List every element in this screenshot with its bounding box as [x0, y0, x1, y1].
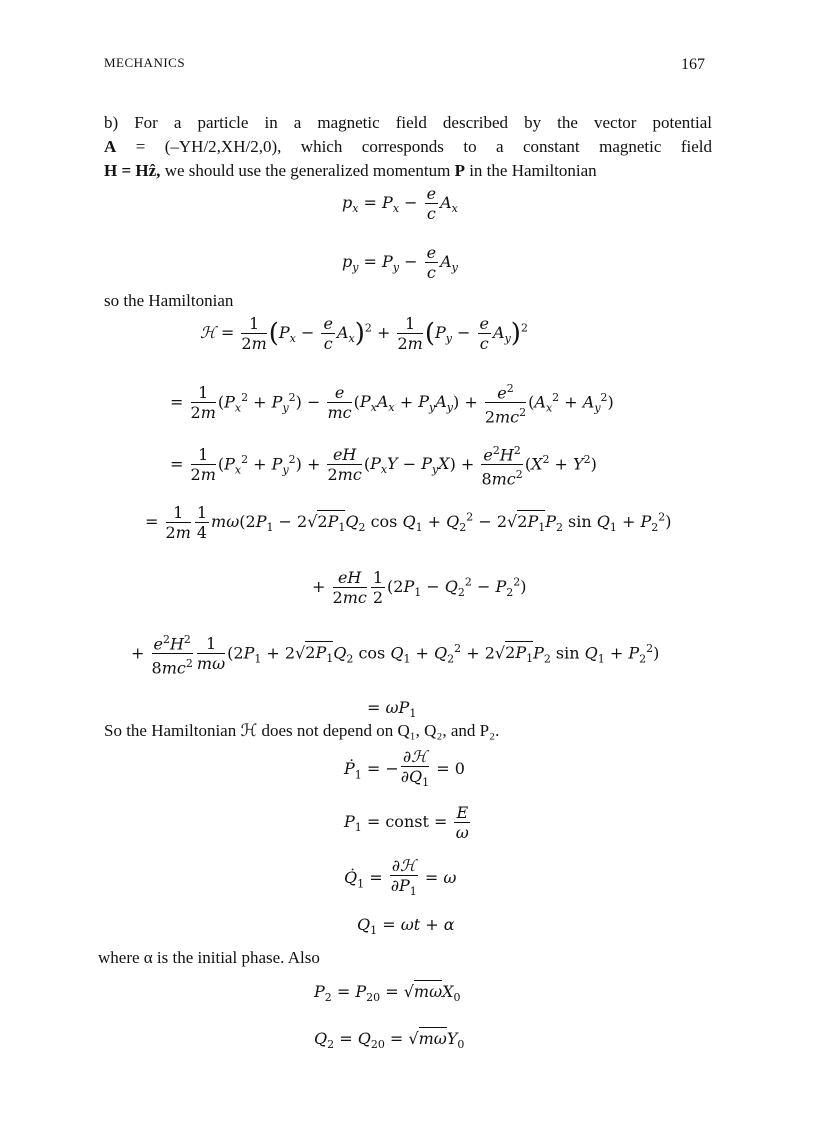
paragraph-text: = (–YH/2,XH/2,0), which corresponds to a constant magnetic field: [116, 137, 712, 156]
paragraph-text: we should use the generalized momentum: [160, 161, 455, 180]
equation-hamiltonian-5: + $\frac{eH}{2mc}$ $\frac{1}{2}$ $(2P_1 - Q_2^2 - P_2^2)$: [312, 568, 527, 607]
magnetic-field-symbol: H = Hẑ,: [104, 161, 161, 180]
equation-px: $p_x = P_x$ − $\frac{e}{c}$ $A_x$: [342, 184, 458, 223]
paragraph-text: b) For a particle in a magnetic field described by the vector potential: [104, 113, 712, 132]
equation-hamiltonian-6: + $\frac{e^2H^2}{8mc^2}$ $\frac{1}{m\omega}$ ($2P_1 + 2√2P_1Q_2$ $\cos Q_1 + Q_2^2 + 2√2P_1P_2$ $\sin Q_1 + P_2^2$): [131, 630, 659, 678]
equation-q1-dot: $Q̇_1$ = ∂ℋ $\partial P_1$ = ω: [344, 856, 457, 899]
equation-hamiltonian-4: = $\frac{1}{2m}$ $\frac{1}{4}$ $m\omega(2P_1 - 2√2P_1Q_2$ $\cos Q_1 + Q_2^2 - 2√2P_1P_2$ $\sin Q_1 + P_2^2$): [145, 503, 672, 542]
equation-py: $p_y = P_y$ − $\frac{e}{c}$ $A_y$: [342, 243, 458, 282]
text-no-dependence: So the Hamiltonian ℋ does not depend on Q₁, Q₂, and P₂.: [104, 721, 500, 740]
text-where-alpha: where α is the initial phase. Also: [98, 948, 320, 967]
equation-p1-dot: Ṗ$_1$ = − ∂ℋ $\partial Q_1$ = 0: [344, 747, 465, 790]
equation-hamiltonian-result: = $\omega P_1$: [367, 698, 417, 721]
equation-p2: $P_2 = P_{20} = √m\omega X_0$: [314, 982, 461, 1005]
paragraph-text: in the Hamiltonian: [464, 161, 597, 180]
equation-p1-const: $P_1$ = const = $\frac{E}{\omega}$: [344, 803, 469, 842]
page-number: 167: [681, 56, 705, 73]
vector-potential-symbol: A: [104, 137, 117, 156]
momentum-symbol: P: [454, 161, 465, 180]
equation-hamiltonian-3: = $\frac{1}{2m}$ $(P_x^2 + P_y^2)$ + $\frac{eH}{2mc}$ $(P_xY - P_yX)$ + $\frac{e^2H^2}{8mc^2}$ $(X^2 + Y^2)$: [170, 441, 597, 489]
paragraph-line-1: [104, 111, 712, 135]
text-so-hamiltonian: so the Hamiltonian: [104, 291, 234, 310]
equation-hamiltonian-1: ℋ = $\frac{1}{2m}$ ($P_x$ − $\frac{e}{c}$ $A_x)^2$ + $\frac{1}{2m}$ ($P_y$ − $\frac{e}{c}$ $A_y)^2$: [200, 314, 528, 353]
equation-q1: $Q_1 = \omega t + \alpha$: [357, 915, 455, 938]
equation-q2: $Q_2 = Q_{20} = √m\omega Y_0$: [314, 1029, 465, 1052]
paragraph-line-2: [104, 135, 712, 159]
paragraph-line-3: [104, 159, 597, 183]
running-head: MECHANICS: [104, 55, 186, 70]
equation-hamiltonian-2: = $\frac{1}{2m}$ $(P_x^2 + P_y^2)$ − $\frac{e}{mc}$ $(P_xA_x + P_yA_y)$ + $\frac{e^2}{2mc^2}$ $(A_x^2 + A_y^2)$: [170, 379, 614, 427]
